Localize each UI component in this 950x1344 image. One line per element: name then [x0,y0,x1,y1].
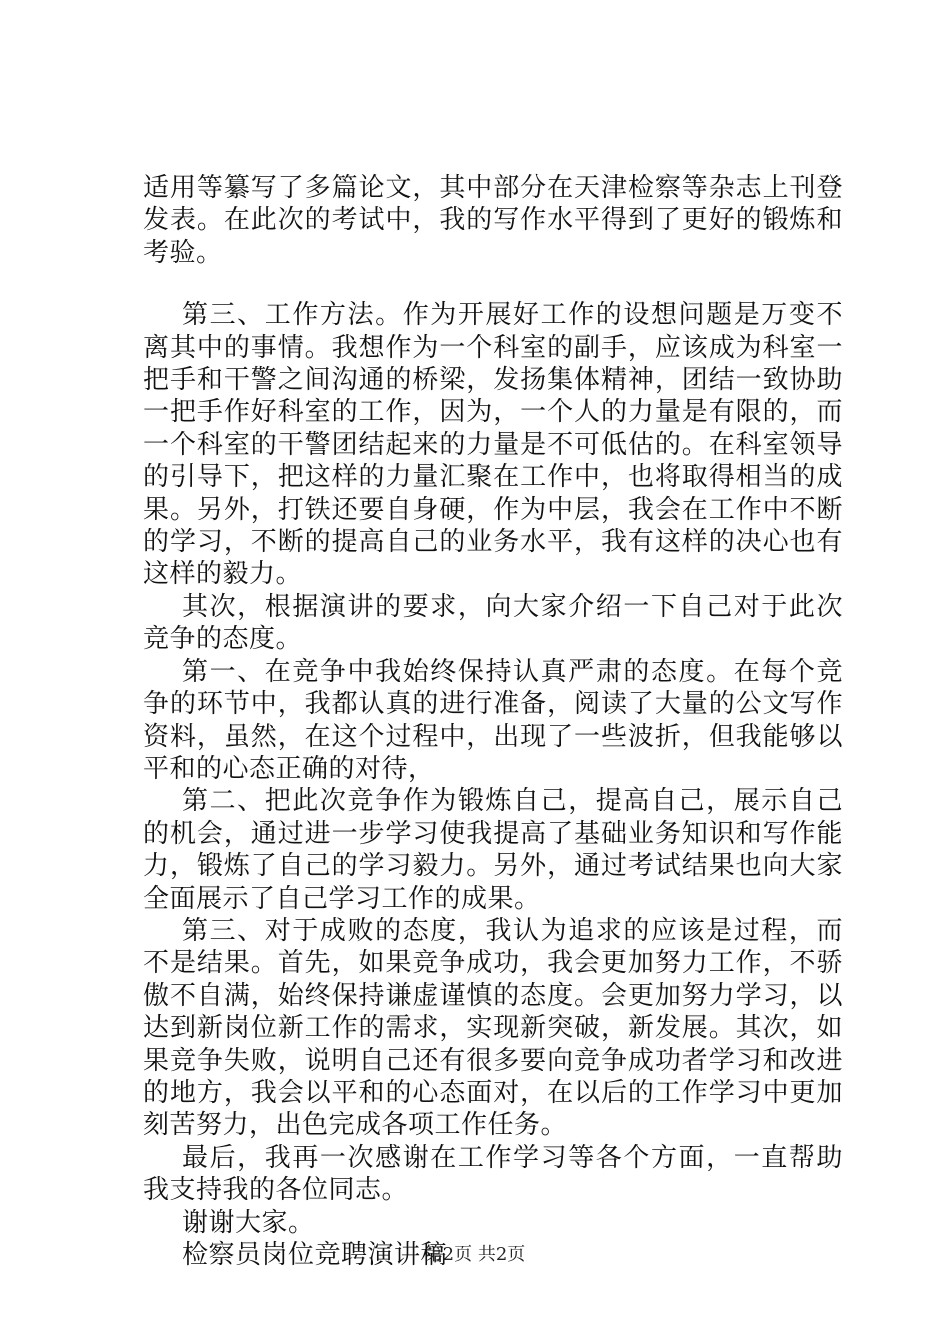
paragraph-attitude-first: 第一、在竞争中我始终保持认真严肃的态度。在每个竞争的环节中，我都认真的进行准备，阅读了大量的公文写作资料，虽然，在这个过程中，出现了一些波折，但我能够以平和的心态正确的对待， [143,656,843,784]
paragraph-next-title: 检察员岗位竞聘演讲稿 [182,1240,448,1270]
paragraph-closing-thanks: 最后，我再一次感谢在工作学习等各个方面，一直帮助我支持我的各位同志。 [143,1142,843,1206]
page-number-footer: 第2页 共2页 [424,1244,526,1265]
document-body [143,172,843,1271]
paragraph-attitude-intro: 其次，根据演讲的要求，向大家介绍一下自己对于此次竞争的态度。 [143,591,843,655]
paragraph-attitude-second: 第二、把此次竞争作为锻炼自己，提高自己，展示自己的机会，通过进一步学习使我提高了基础业务知识和写作能力，锻炼了自己的学习毅力。另外，通过考试结果也向大家全面展示了自己学习工作的成果。 [143,786,843,914]
paragraph-continuation: 适用等纂写了多篇论文，其中部分在天津检察等杂志上刊登发表。在此次的考试中，我的写作水平得到了更好的锻炼和考验。 [143,173,843,268]
paragraph-attitude-third: 第三、对于成败的态度，我认为追求的应该是过程，而不是结果。首先，如果竞争成功，我会更加努力工作，不骄傲不自满，始终保持谦虚谨慎的态度。会更加努力学习，以达到新岗位新工作的需求，实现新突破，新发展。其次，如果竞争失败，说明自己还有很多要向竞争成功者学习和改进的地方，我会以平和的心态面对，在以后的工作学习中更加刻苦努力，出色完成各项工作任务。 [143,915,843,1141]
paragraph-work-method: 第三、工作方法。作为开展好工作的设想问题是万变不离其中的事情。我想作为一个科室的副手，应该成为科室一把手和干警之间沟通的桥梁，发扬集体精神，团结一致协助一把手作好科室的工作，因为，一个人的力量是有限的，而一个科室的干警团结起来的力量是不可低估的。在科室领导的引导下，把这样的力量汇聚在工作中，也将取得相当的成果。另外，打铁还要自身硬，作为中层，我会在工作中不断的学习，不断的提高自己的业务水平，我有这样的决心也有这样的毅力。 [143,300,843,590]
paragraph-thank-you: 谢谢大家。 [182,1207,315,1238]
